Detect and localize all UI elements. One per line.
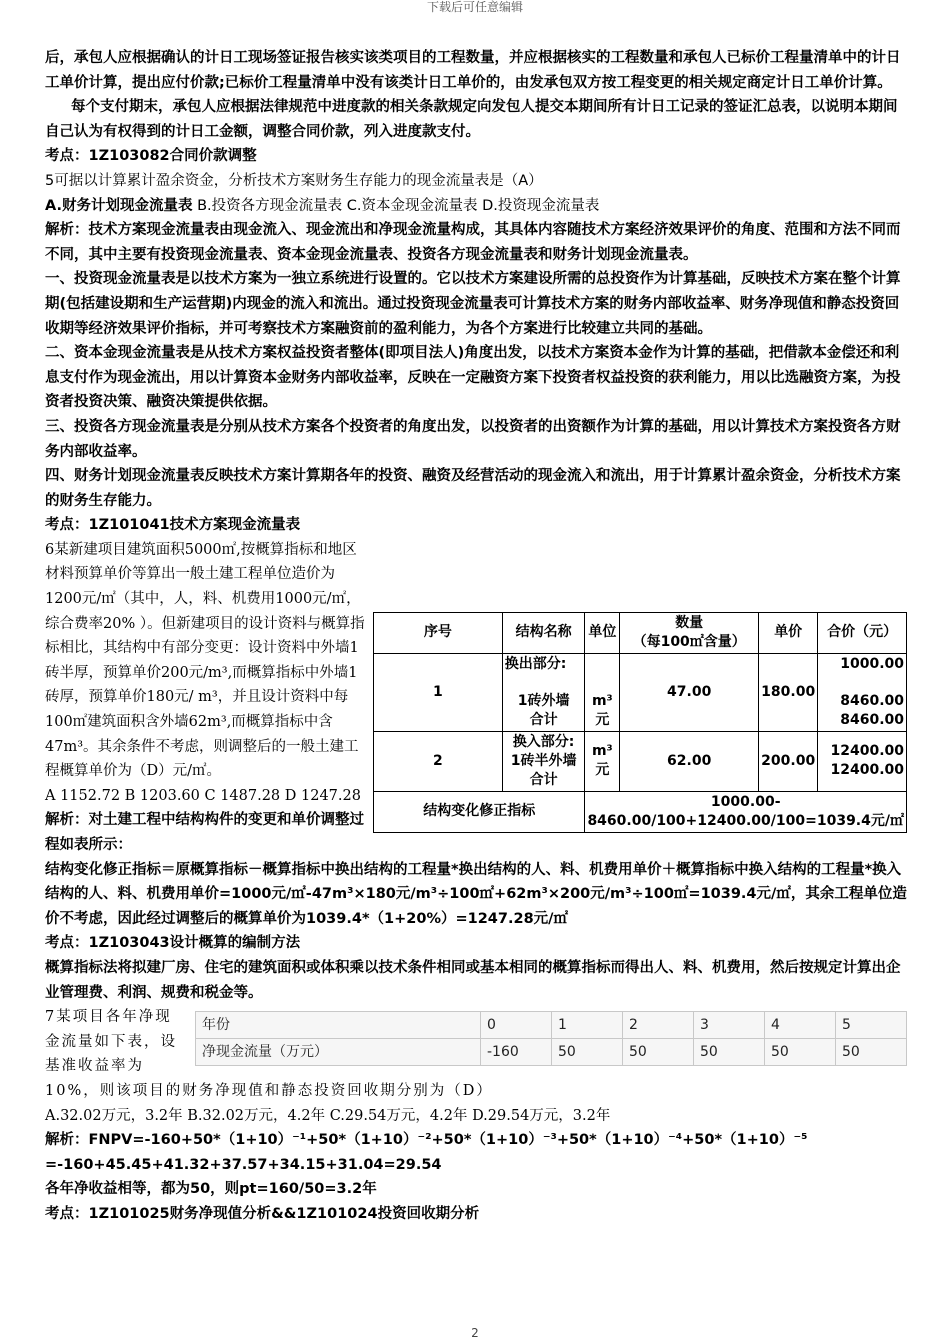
row1-total: 1000.00 8460.00 8460.00 — [818, 653, 907, 731]
th-quantity: 数量 （每100㎡含量） — [620, 612, 759, 653]
row2-unit: m³ 元 — [585, 731, 620, 791]
exam-point-2: 考点：1Z101041技术方案现金流量表 — [45, 517, 301, 534]
question-7-pt: 各年净收益相等，都为50，则pt=160/50=3.2年 — [45, 1181, 377, 1198]
year-cell: 0 — [481, 1012, 552, 1039]
table-row — [374, 731, 907, 791]
exam-point-4: 考点：1Z101025财务净现值分析&&1Z101024投资回收期分析 — [45, 1205, 480, 1222]
cash-flow-cell: 50 — [836, 1039, 907, 1066]
row2-total: 12400.00 12400.00 — [818, 731, 907, 791]
year-cell: 2 — [623, 1012, 694, 1039]
th-structure: 结构名称 — [502, 612, 585, 653]
question-7-options: A.32.02万元，3.2年 B.32.02万元，4.2年 C.29.54万元，4.2年 D.29.54万元，3.2年 — [45, 1107, 611, 1124]
table-row — [374, 653, 907, 731]
row1-price: 180.00 — [759, 653, 818, 731]
paragraph-dayworks-2: 每个支付期末，承包人应根据法律规范中进度款的相关条款规定向发包人提交本期间所有计日工记录的签证汇总表，以说明本期间自己认为有权得到的计日工金额，调整合同价款，列入进度款支付。 — [45, 99, 898, 140]
exam-point-3: 考点：1Z103043设计概算的编制方法 — [45, 935, 301, 952]
question-7-block — [45, 1005, 907, 1226]
table-row — [196, 1039, 907, 1066]
question-5-analysis: 解析：技术方案现金流量表由现金流入、现金流出和净现金流量构成，其具体内容随技术方案经济效果评价的角度、范围和方法不同而不同，其中主要有投资现金流量表、资本金现金流量表、投资各方现金流量表和财务计划现金流量表。 — [45, 222, 901, 263]
structure-adjustment-table — [373, 612, 907, 833]
document-body — [45, 46, 907, 1227]
paragraph-dayworks — [45, 46, 907, 144]
question-5: 5可据以计算累计盈余资金，分析技术方案财务生存能力的现金流量表是（A） — [45, 172, 543, 189]
row2-qty: 62.00 — [620, 731, 759, 791]
year-cell: 3 — [694, 1012, 765, 1039]
row1-name: 换出部分: 1砖外墙 合计 — [502, 653, 585, 731]
table-row — [196, 1012, 907, 1039]
question-5-point-4: 四、财务计划现金流量表反映技术方案计算期各年的投资、融资及经营活动的现金流入和流出，用于计算累计盈余资金，分析技术方案的财务生存能力。 — [45, 468, 901, 509]
page-number: 2 — [471, 1326, 479, 1340]
row2-no: 2 — [374, 731, 503, 791]
row2-name: 换入部分: 1砖半外墙 合计 — [502, 731, 585, 791]
question-7-analysis: 解析：FNPV=-160+50*（1+10）⁻¹+50*（1+10）⁻²+50*（1+10）⁻³+50*（1+10）⁻⁴+50*（1+10）⁻⁵ — [45, 1132, 808, 1149]
paragraph-dayworks-1: 后，承包人应根据确认的计日工现场签证报告核实该类项目的工程数量，并应根据核实的工程数量和承包人已标价工程量清单中的计日工单价计算，提出应付价款;已标价工程量清单中没有该类计日工单价的，由发承包双方按工程变更的相关规定商定计日工单价计算。 — [45, 50, 901, 91]
th-total: 合价（元） — [818, 612, 907, 653]
question-7: 7某项目各年净现金流量如下表，设基准收益率为10%，则该项目的财务净现值和静态投资回收期分别为（D） — [45, 1009, 493, 1099]
year-cell: 5 — [836, 1012, 907, 1039]
year-cell: 1 — [552, 1012, 623, 1039]
year-label: 年份 — [196, 1012, 481, 1039]
th-unit: 单位 — [585, 612, 620, 653]
cash-flow-cell: -160 — [481, 1039, 552, 1066]
cash-flow-table — [195, 1011, 907, 1066]
question-6-options: A 1152.72 B 1203.60 C 1487.28 D 1247.28 — [45, 787, 361, 804]
question-7-calc: =-160+45.45+41.32+37.57+34.15+31.04=29.54 — [45, 1156, 442, 1173]
question-6-formula: 结构变化修正指标＝原概算指标－概算指标中换出结构的工程量*换出结构的人、料、机费用单价＋概算指标中换入结构的工程量*换入结构的人、料、机费用单价=1000元/㎡-47m³×180元/m³÷100㎡+62m³×200元/m³÷100㎡=1039.4元/㎡，其余工程单位造价不考虑，因此经过调整后的概算单价为1039.4*（1+20%）=1247.28元/㎡ — [45, 861, 907, 927]
th-no: 序号 — [374, 612, 503, 653]
cash-flow-cell: 50 — [552, 1039, 623, 1066]
question-6-block — [45, 538, 907, 932]
question-5-point-3: 三、投资各方现金流量表是分别从技术方案各个投资者的角度出发，以投资者的出资额作为计算的基础，用以计算技术方案投资各方财务内部收益率。 — [45, 418, 901, 460]
cash-flow-label: 净现金流量（万元） — [196, 1039, 481, 1066]
question-5-options — [45, 194, 907, 219]
cash-flow-cell: 50 — [765, 1039, 836, 1066]
page-header: 下载后可任意编辑 — [426, 0, 523, 14]
row1-unit: m³ 元 — [585, 653, 620, 731]
cash-flow-cell: 50 — [694, 1039, 765, 1066]
footer-value: 1000.00-8460.00/100+12400.00/100=1039.4元/㎡ — [585, 791, 907, 832]
question-5-point-1: 一、投资现金流量表是以技术方案为一独立系统进行设置的。它以技术方案建设所需的总投资作为计算基础，反映技术方案在整个计算期(包括建设期和生产运营期)内现金的流入和流出。通过投资现金流量表可计算技术方案的财务内部收益率、财务净现值和静态投资回收期等经济效果评价指标，并可考察技术方案融资前的盈利能力，为各个方案进行比较建立共同的基础。 — [45, 271, 901, 337]
question-6-analysis: 解析：对土建工程中结构构件的变更和单价调整过程如表所示： — [45, 812, 364, 853]
row1-qty: 47.00 — [620, 653, 759, 731]
exam-point-1: 考点：1Z103082合同价款调整 — [45, 148, 257, 165]
question-5-option-rest: B.投资各方现金流量表 C.资本金现金流量表 D.投资现金流量表 — [192, 197, 600, 214]
exam-point-3-text: 概算指标法将拟建厂房、住宅的建筑面积或体积乘以技术条件相同或基本相同的概算指标而得出人、料、机费用，然后按规定计算出企业管理费、利润、规费和税金等。 — [45, 959, 901, 1001]
year-cell: 4 — [765, 1012, 836, 1039]
row1-no: 1 — [374, 653, 503, 731]
footer-label: 结构变化修正指标 — [374, 791, 585, 832]
cash-flow-cell: 50 — [623, 1039, 694, 1066]
question-6: 6某新建项目建筑面积5000㎡,按概算指标和地区材料预算单价等算出一般土建工程单位造价为1200元/㎡（其中，人，料、机费用1000元/㎡，综合费率20% ）。但新建项目的设计资料与概算指标相比，其结构中有部分变更：设计资料中外墙1砖半厚，预算单价200元/m³,而概算指标中外墙1砖厚，预算单价180元/ m³，并且设计资料中每100㎡建筑面积含外墙62m³,而概算指标中含47m³。其余条件不考虑，则调整后的一般土建工程概算单价为（D）元/㎡。 — [45, 541, 365, 780]
th-price: 单价 — [759, 612, 818, 653]
question-5-point-2: 二、资本金现金流量表是从技术方案权益投资者整体(即项目法人)角度出发，以技术方案资本金作为计算的基础，把借款本金偿还和利息支付作为现金流出，用以计算资本金财务内部收益率，反映在一定融资方案下投资者权益投资的获利能力，用以比选融资方案，为投资者投资决策、融资决策提供依据。 — [45, 345, 901, 411]
row2-price: 200.00 — [759, 731, 818, 791]
question-5-option-a: A.财务计划现金流量表 — [45, 197, 193, 214]
